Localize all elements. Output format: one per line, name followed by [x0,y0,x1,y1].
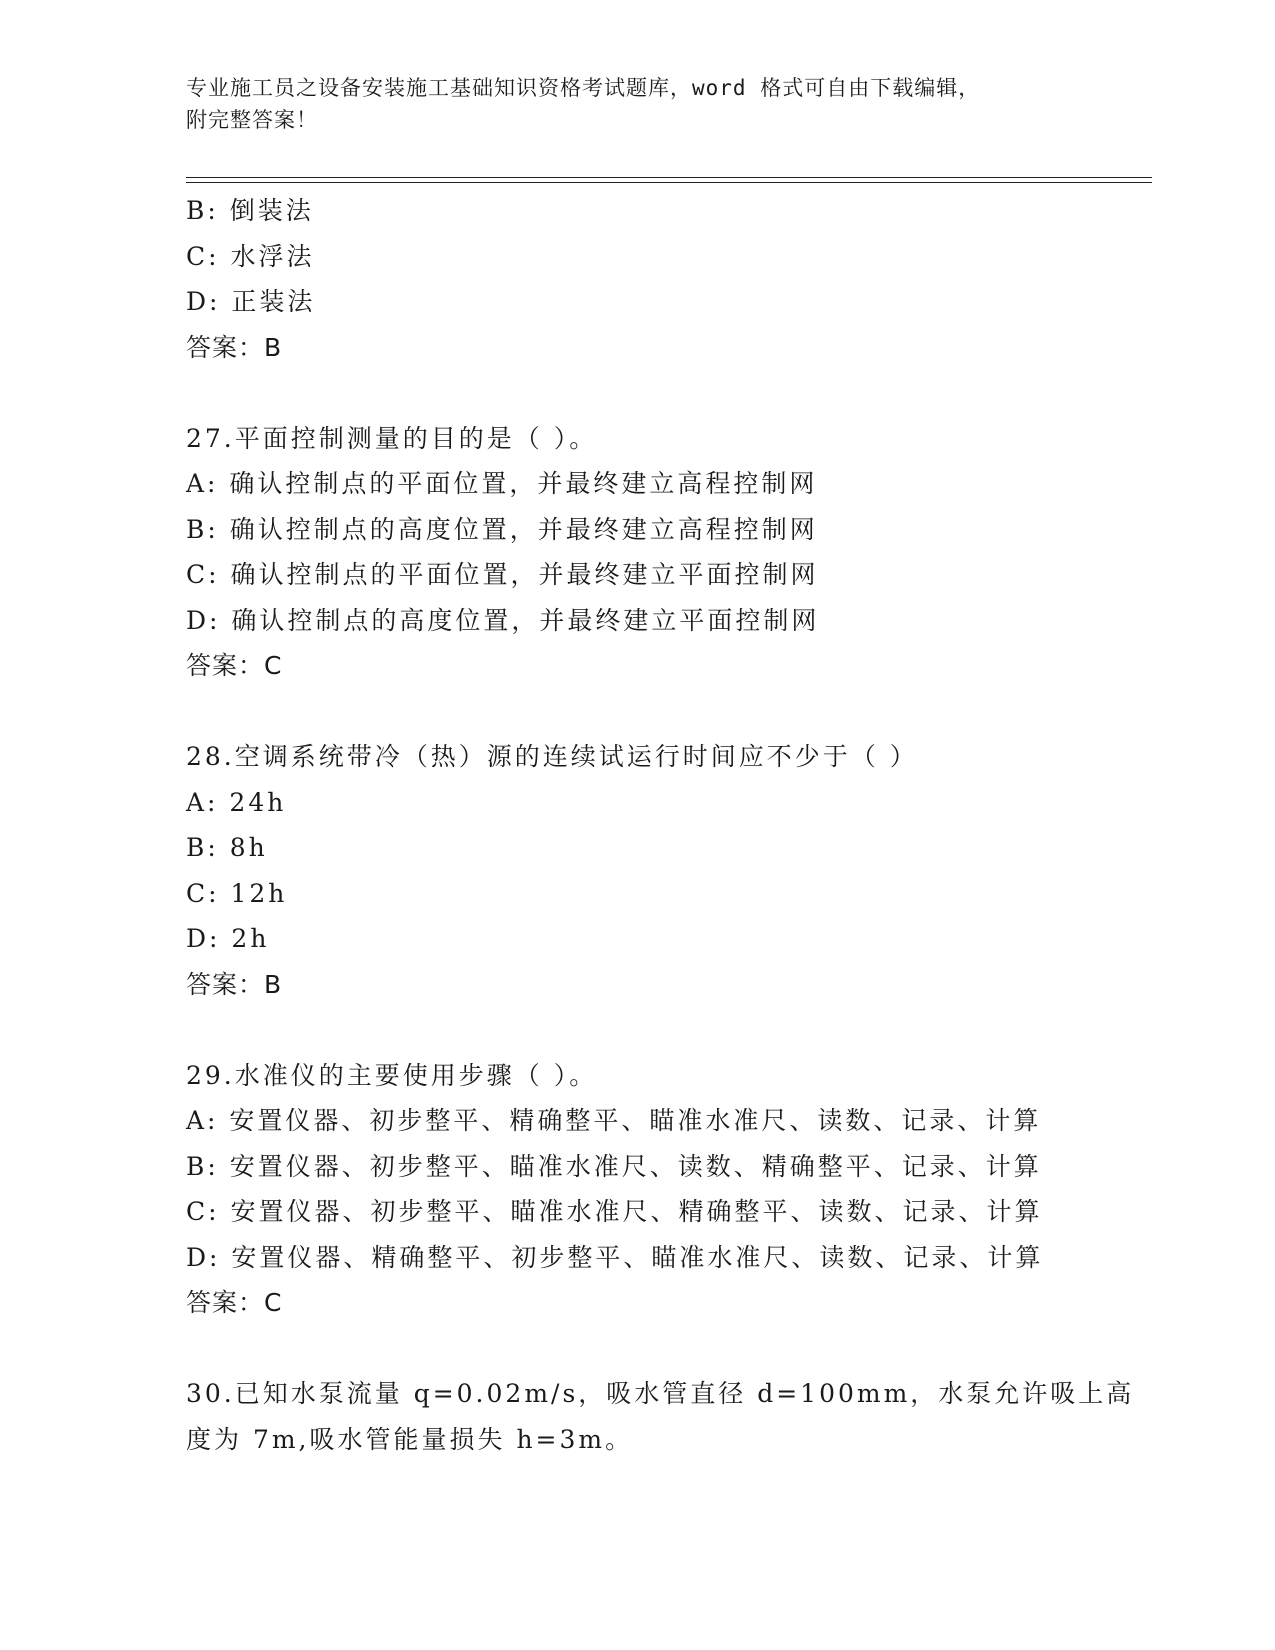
question-stem: 29.水准仪的主要使用步骤（ ）。 [186,1060,598,1090]
question-28 [186,734,1152,1007]
header-divider-top [186,177,1152,178]
answer: 答案：C [186,651,283,680]
document-header [186,72,1066,136]
option-c: C: 安置仪器、初步整平、瞄准水准尺、精确整平、读数、记录、计算 [186,1197,1043,1226]
question-stem: 28.空调系统带冷（热）源的连续试运行时间应不少于（ ） [186,742,918,771]
header-line-2: 附完整答案！ [186,108,318,132]
question-stem: 27.平面控制测量的目的是（ ）。 [186,423,598,453]
option-b: B: 8h [186,833,268,862]
option-c: C: 12h [186,878,288,908]
option-a: A: 24h [186,787,287,817]
option-c: C: 水浮法 [186,241,315,271]
option-d: D: 2h [186,924,270,953]
header-line-1: 专业施工员之设备安装施工基础知识资格考试题库，word 格式可自由下载编辑， [186,76,981,100]
option-c: C: 确认控制点的平面位置，并最终建立平面控制网 [186,560,819,589]
question-26-continued [186,188,1152,370]
option-a: A: 确认控制点的平面位置，并最终建立高程控制网 [186,469,818,498]
header-divider-bottom [186,182,1152,183]
answer: 答案：C [186,1288,283,1317]
question-stem-line-1: 30.已知水泵流量 q=0.02m/s，吸水管直径 d=100mm，水泵允许吸上高 [186,1379,1135,1408]
option-d: D: 正装法 [186,287,316,316]
answer: 答案：B [186,332,283,362]
answer: 答案：B [186,969,283,999]
question-30 [186,1371,1152,1462]
option-a: A: 安置仪器、初步整平、精确整平、瞄准水准尺、读数、记录、计算 [186,1106,1042,1135]
option-d: D: 安置仪器、精确整平、初步整平、瞄准水准尺、读数、记录、计算 [186,1242,1044,1272]
question-29 [186,1053,1152,1326]
question-list [186,188,1152,1462]
option-b: B: 安置仪器、初步整平、瞄准水准尺、读数、精确整平、记录、计算 [186,1151,1042,1181]
option-b: B: 倒装法 [186,196,314,225]
question-27 [186,416,1152,689]
option-b: B: 确认控制点的高度位置，并最终建立高程控制网 [186,514,818,544]
option-d: D: 确认控制点的高度位置，并最终建立平面控制网 [186,605,820,635]
question-stem-line-2: 度为 7m,吸水管能量损失 h=3m。 [186,1424,634,1454]
